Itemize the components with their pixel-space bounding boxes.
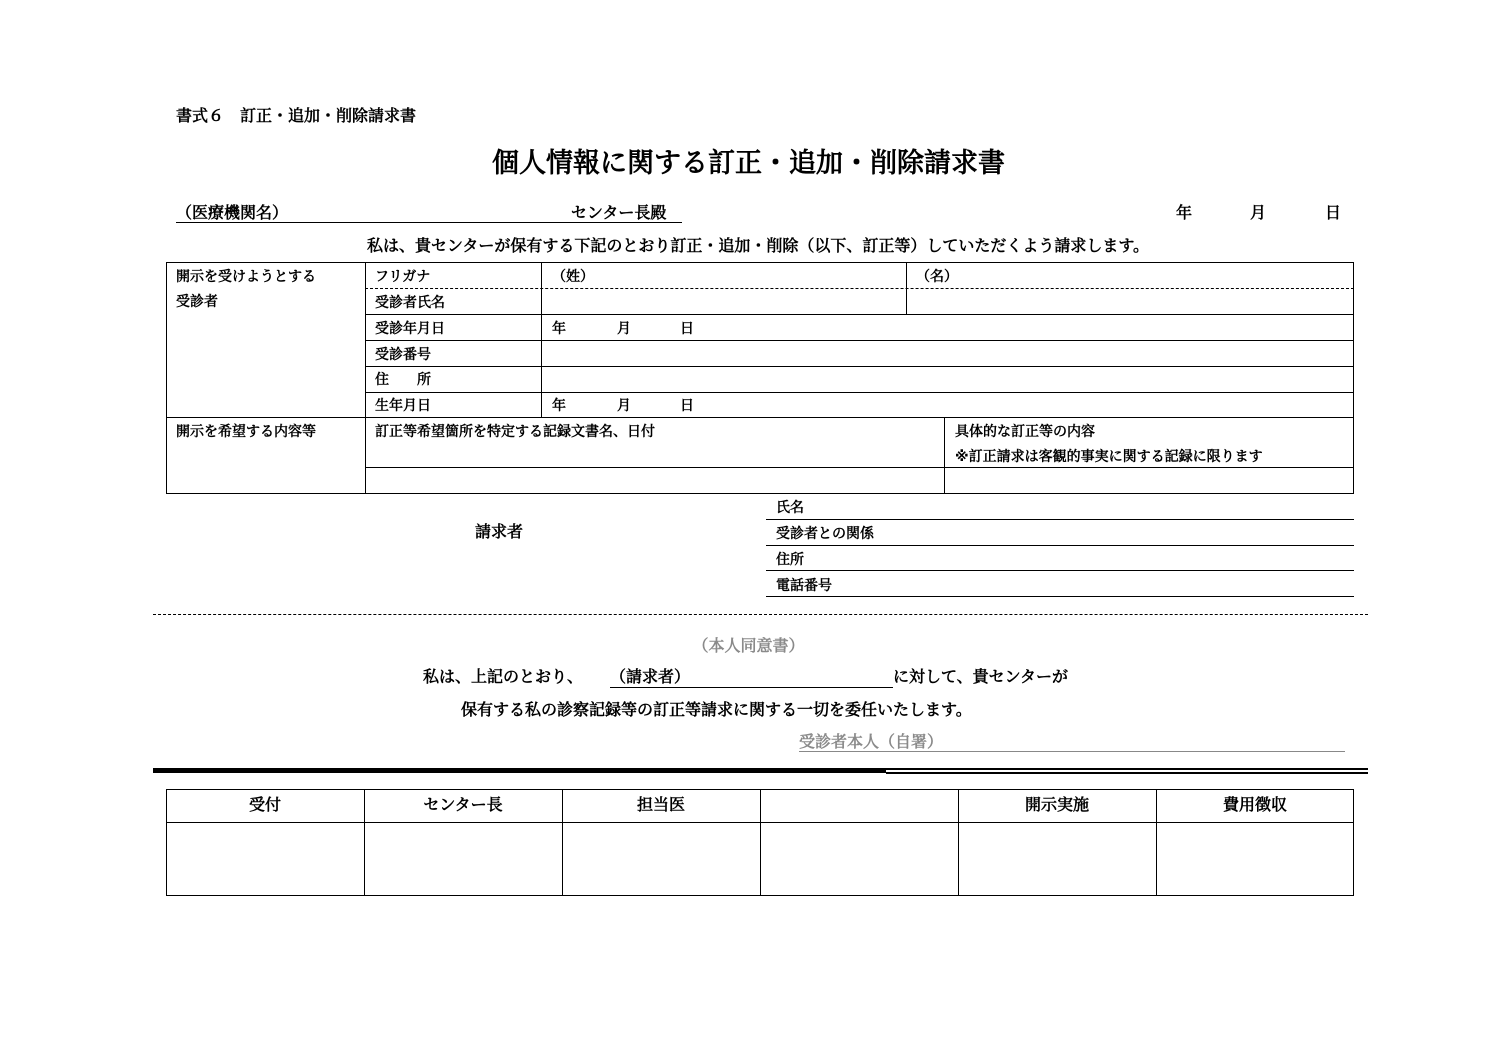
table-row-line <box>365 340 1354 341</box>
office-header-doctor: 担当医 <box>636 795 685 814</box>
correction-detail-label: 具体的な訂正等の内容 <box>955 424 1095 440</box>
requester-address-label: 住所 <box>776 552 804 568</box>
patient-signature-label: 受診者本人（自署） <box>799 732 944 751</box>
table-row-line <box>365 366 1354 367</box>
birth-date-month: 月 <box>617 398 631 414</box>
office-table-divider <box>760 789 761 896</box>
requester-relation-label: 受診者との関係 <box>776 526 874 542</box>
separator-thin-upper <box>886 768 1368 770</box>
birth-date-year: 年 <box>552 398 566 414</box>
institution-underline <box>176 222 682 223</box>
table-row-line <box>365 314 1354 315</box>
table-row-line <box>365 467 1354 468</box>
visit-date-label: 受診年月日 <box>375 321 445 337</box>
birth-date-day: 日 <box>680 398 694 414</box>
page-title: 個人情報に関する訂正・追加・削除請求書 <box>492 148 1005 179</box>
form-number-label: 書式６ 訂正・追加・削除請求書 <box>176 106 417 125</box>
table-divider <box>944 417 945 494</box>
request-date-day: 日 <box>1325 203 1342 222</box>
visit-date-day: 日 <box>680 321 694 337</box>
office-header-reception: 受付 <box>248 795 281 814</box>
patient-name-label: 受診者氏名 <box>375 295 445 311</box>
addressee-honorific: センター長殿 <box>571 203 667 222</box>
correction-note: ※訂正請求は客観的事実に関する記録に限ります <box>955 449 1263 465</box>
requester-address-line <box>766 570 1354 571</box>
requester-name-label: 氏名 <box>776 500 804 516</box>
office-header-director: センター長 <box>423 795 503 814</box>
separator-thin-lower <box>886 772 1368 774</box>
table-row-line <box>365 288 1354 289</box>
separator-thick <box>153 768 886 773</box>
requester-phone-label: 電話番号 <box>776 578 832 594</box>
consent-requester-field: （請求者） <box>610 667 691 686</box>
office-header-fee: 費用徴収 <box>1222 795 1287 814</box>
furigana-label: フリガナ <box>375 269 431 285</box>
consent-line1-suffix: に対して、貴センターが <box>893 667 1069 686</box>
requester-name-line <box>766 519 1354 520</box>
institution-name-label: （医療機関名） <box>176 203 289 222</box>
consent-line1-prefix: 私は、上記のとおり、 <box>423 667 584 686</box>
address-label: 住 所 <box>375 372 431 388</box>
visit-date-year: 年 <box>552 321 566 337</box>
office-header-disclosure: 開示実施 <box>1024 795 1089 814</box>
consent-requester-underline <box>610 687 893 688</box>
cut-line <box>153 614 1368 615</box>
table-row-line <box>365 392 1354 393</box>
requester-phone-line <box>766 596 1354 597</box>
consent-title: （本人同意書） <box>692 636 805 655</box>
surname-label: （姓） <box>552 269 594 285</box>
given-name-label: （名） <box>916 269 958 285</box>
birth-date-label: 生年月日 <box>375 398 431 414</box>
patient-number-label: 受診番号 <box>375 347 431 363</box>
patient-section-label-2: 受診者 <box>176 294 218 310</box>
request-date-year: 年 <box>1176 203 1193 222</box>
request-statement: 私は、貴センターが保有する下記のとおり訂正・追加・削除（以下、訂正等）していただくよう請求します。 <box>366 236 1150 255</box>
request-content-label: 開示を希望する内容等 <box>176 424 316 440</box>
table-divider <box>365 262 366 494</box>
consent-line2: 保有する私の診察記録等の訂正等請求に関する一切を委任いたします。 <box>461 700 972 719</box>
request-date-month: 月 <box>1250 203 1267 222</box>
visit-date-month: 月 <box>617 321 631 337</box>
table-section-line <box>166 417 1354 418</box>
requester-relation-line <box>766 545 1354 546</box>
record-document-label: 訂正等希望箇所を特定する記録文書名、日付 <box>375 424 655 440</box>
requester-label: 請求者 <box>475 522 524 541</box>
patient-section-label: 開示を受けようとする <box>176 269 316 285</box>
signature-line <box>799 751 1345 752</box>
